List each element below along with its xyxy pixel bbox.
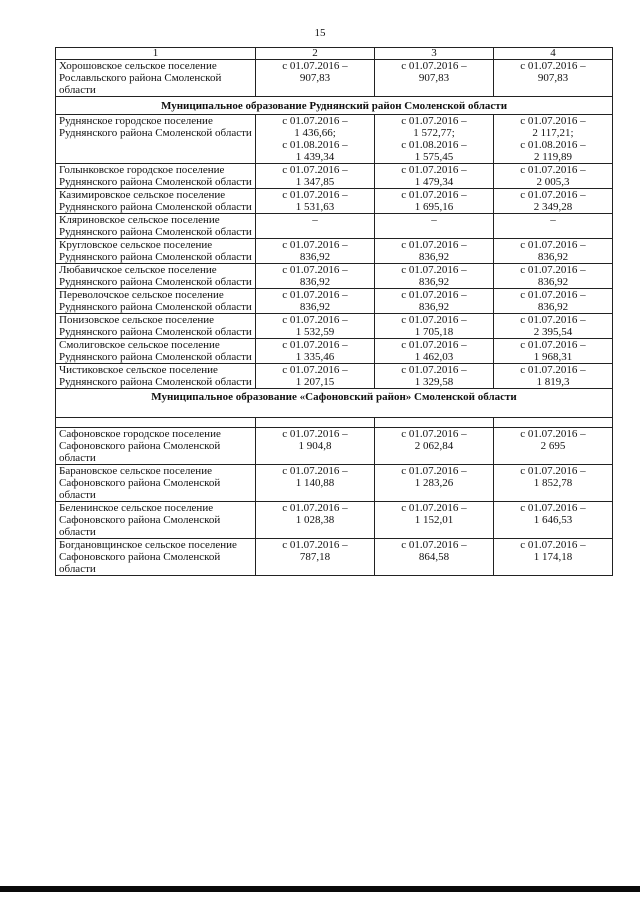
- settlement-name: Беленинское сельское поселение Сафоновского района Смоленской области: [56, 502, 256, 539]
- settlement-name: Кляриновское сельское поселение Руднянского района Смоленской области: [56, 214, 256, 239]
- tariff-date: с 01.07.2016 –: [520, 314, 586, 326]
- tariff-date: с 01.07.2016 –: [520, 60, 586, 72]
- tariff-value: 1 335,46: [295, 351, 335, 363]
- settlement-name: Переволочское сельское поселение Руднянского района Смоленской области: [56, 289, 256, 314]
- section-heading: Муниципальное образование Руднянский район Смоленской области: [56, 97, 613, 115]
- tariff-value: 1 207,15: [295, 376, 335, 388]
- tariff-value: –: [312, 214, 318, 226]
- tariff-date: с 01.07.2016 –: [401, 60, 467, 72]
- tariff-date: с 01.07.2016 –: [520, 264, 586, 276]
- tariff-cell: [375, 60, 494, 97]
- table-row: [56, 539, 613, 576]
- settlement-name: Руднянское городское поселение Руднянского района Смоленской области: [56, 115, 256, 164]
- tariff-value: 1 819,3: [536, 376, 570, 388]
- tariff-cell: [375, 314, 494, 339]
- tariff-date: с 01.08.2016 –: [401, 139, 467, 151]
- tariff-value: 836,92: [537, 251, 569, 263]
- tariff-date: с 01.08.2016 –: [282, 139, 348, 151]
- table-row: [56, 339, 613, 364]
- tariff-date: с 01.07.2016 –: [520, 465, 586, 477]
- tariff-date: с 01.07.2016 –: [520, 164, 586, 176]
- tariff-cell: [494, 60, 613, 97]
- tariff-date: с 01.07.2016 –: [520, 289, 586, 301]
- tariff-value: 836,92: [537, 276, 569, 288]
- tariff-date: с 01.07.2016 –: [520, 539, 586, 551]
- tariff-date: с 01.07.2016 –: [401, 164, 467, 176]
- empty-cell: [375, 418, 494, 428]
- table-body: [56, 60, 613, 576]
- tariff-cell: [375, 465, 494, 502]
- tariff-value: 1 439,34: [295, 151, 335, 163]
- tariff-value: –: [431, 214, 437, 226]
- tariff-date: с 01.07.2016 –: [282, 239, 348, 251]
- tariff-cell: [256, 289, 375, 314]
- tariff-cell: [375, 264, 494, 289]
- tariff-cell: [256, 428, 375, 465]
- tariff-date: с 01.07.2016 –: [401, 115, 467, 127]
- tariff-date: с 01.07.2016 –: [401, 339, 467, 351]
- table-row: [56, 502, 613, 539]
- tariff-cell: [256, 115, 375, 164]
- tariff-date: с 01.07.2016 –: [282, 428, 348, 440]
- settlement-name: Голынковское городское поселение Руднянского района Смоленской области: [56, 164, 256, 189]
- tariff-value: 1 646,53: [533, 514, 573, 526]
- tariff-cell: [375, 214, 494, 239]
- tariff-cell: [375, 502, 494, 539]
- tariff-value: 2 062,84: [414, 440, 454, 452]
- settlement-name: Чистиковское сельское поселение Руднянского района Смоленской области: [56, 364, 256, 389]
- table-row: [56, 189, 613, 214]
- tariff-value: 907,83: [299, 72, 331, 84]
- tariff-date: с 01.07.2016 –: [282, 364, 348, 376]
- tariff-date: с 01.07.2016 –: [282, 115, 348, 127]
- settlement-name: Хорошовское сельское поселение Рославльского района Смоленской области: [56, 60, 256, 97]
- tariff-date: с 01.07.2016 –: [401, 189, 467, 201]
- tariff-value: 2 005,3: [536, 176, 570, 188]
- tariff-date: с 01.07.2016 –: [401, 539, 467, 551]
- section-heading-row: [56, 389, 613, 418]
- tariff-value: 836,92: [418, 301, 450, 313]
- tariff-value: 907,83: [537, 72, 569, 84]
- tariff-date: с 01.07.2016 –: [282, 465, 348, 477]
- settlement-name: Барановское сельское поселение Сафоновского района Смоленской области: [56, 465, 256, 502]
- tariff-value: 1 479,34: [414, 176, 454, 188]
- tariff-value: 836,92: [299, 251, 331, 263]
- tariff-cell: [494, 465, 613, 502]
- table-row: [56, 214, 613, 239]
- tariff-date: с 01.07.2016 –: [520, 339, 586, 351]
- tariff-date: с 01.07.2016 –: [401, 289, 467, 301]
- tariff-value: 2 117,21;: [532, 127, 574, 139]
- column-number-3: 3: [375, 48, 494, 60]
- table-row: [56, 264, 613, 289]
- tariff-date: с 01.07.2016 –: [520, 115, 586, 127]
- tariff-date: с 01.07.2016 –: [282, 539, 348, 551]
- tariff-cell: [375, 539, 494, 576]
- tariff-date: с 01.07.2016 –: [282, 60, 348, 72]
- tariff-value: 836,92: [418, 276, 450, 288]
- tariff-cell: [256, 364, 375, 389]
- table-row: [56, 289, 613, 314]
- tariff-cell: [375, 339, 494, 364]
- table-row: [56, 164, 613, 189]
- tariff-value: 907,83: [418, 72, 450, 84]
- column-number-row: [56, 48, 613, 60]
- table-row: [56, 239, 613, 264]
- tariff-value: 1 968,31: [533, 351, 573, 363]
- tariff-cell: [494, 314, 613, 339]
- tariff-cell: [256, 264, 375, 289]
- tariff-value: 864,58: [418, 551, 450, 563]
- tariff-date: с 01.07.2016 –: [520, 428, 586, 440]
- settlement-name: Понизовское сельское поселение Руднянского района Смоленской области: [56, 314, 256, 339]
- tariff-cell: [256, 189, 375, 214]
- tariff-cell: [494, 189, 613, 214]
- tariff-cell: [494, 289, 613, 314]
- empty-cell: [494, 418, 613, 428]
- settlement-name: Кругловское сельское поселение Руднянского района Смоленской области: [56, 239, 256, 264]
- tariff-date: с 01.08.2016 –: [520, 139, 586, 151]
- tariff-value: 836,92: [299, 276, 331, 288]
- tariff-cell: [375, 364, 494, 389]
- tariff-value: 1 436,66;: [294, 127, 336, 139]
- tariff-date: с 01.07.2016 –: [282, 164, 348, 176]
- tariff-value: 1 329,58: [414, 376, 454, 388]
- tariff-cell: [375, 239, 494, 264]
- tariff-value: 1 140,88: [295, 477, 335, 489]
- table-row: [56, 428, 613, 465]
- tariff-cell: [494, 428, 613, 465]
- tariff-value: 1 531,63: [295, 201, 335, 213]
- tariff-value: 1 174,18: [533, 551, 573, 563]
- tariff-cell: [494, 364, 613, 389]
- tariff-value: 1 462,03: [414, 351, 454, 363]
- settlement-name: Богдановщинское сельское поселение Сафоновского района Смоленской области: [56, 539, 256, 576]
- tariff-cell: [494, 164, 613, 189]
- page-number: 15: [314, 27, 326, 39]
- tariff-date: с 01.07.2016 –: [401, 428, 467, 440]
- tariff-date: с 01.07.2016 –: [401, 364, 467, 376]
- settlement-name: Сафоновское городское поселение Сафоновского района Смоленской области: [56, 428, 256, 465]
- bottom-rule: [0, 886, 640, 892]
- tariff-date: с 01.07.2016 –: [282, 189, 348, 201]
- section-heading-row: [56, 97, 613, 115]
- tariff-cell: [494, 539, 613, 576]
- tariff-date: с 01.07.2016 –: [282, 264, 348, 276]
- tariff-value: 1 572,77;: [413, 127, 455, 139]
- table-row: [56, 364, 613, 389]
- empty-cell: [56, 418, 256, 428]
- column-number-1: 1: [56, 48, 256, 60]
- tariff-value: 1 904,8: [298, 440, 332, 452]
- tariff-date: с 01.07.2016 –: [520, 502, 586, 514]
- tariff-date: с 01.07.2016 –: [282, 502, 348, 514]
- tariff-date: с 01.07.2016 –: [520, 364, 586, 376]
- tariff-value: 1 152,01: [414, 514, 454, 526]
- tariff-cell: [256, 539, 375, 576]
- tariff-value: 1 532,59: [295, 326, 335, 338]
- tariff-value: –: [550, 214, 556, 226]
- tariff-value: 2 119,89: [533, 151, 573, 163]
- tariff-date: с 01.07.2016 –: [401, 314, 467, 326]
- tariff-cell: [494, 239, 613, 264]
- tariff-value: 836,92: [537, 301, 569, 313]
- tariff-date: с 01.07.2016 –: [282, 314, 348, 326]
- tariff-cell: [256, 465, 375, 502]
- spacer-row: [56, 418, 613, 428]
- tariff-value: 1 347,85: [295, 176, 335, 188]
- tariff-value: 836,92: [299, 301, 331, 313]
- tariff-value: 1 283,26: [414, 477, 454, 489]
- tariff-date: с 01.07.2016 –: [282, 339, 348, 351]
- tariff-value: 1 852,78: [533, 477, 573, 489]
- tariff-cell: [256, 164, 375, 189]
- tariff-cell: [256, 502, 375, 539]
- tariff-cell: [375, 164, 494, 189]
- tariff-table: [55, 47, 613, 576]
- tariff-date: с 01.07.2016 –: [401, 239, 467, 251]
- table-row: [56, 60, 613, 97]
- column-number-4: 4: [494, 48, 613, 60]
- tariff-value: 1 028,38: [295, 514, 335, 526]
- tariff-value: 1 575,45: [414, 151, 454, 163]
- tariff-value: 1 705,18: [414, 326, 454, 338]
- tariff-cell: [256, 239, 375, 264]
- tariff-cell: [494, 502, 613, 539]
- tariff-cell: [256, 339, 375, 364]
- settlement-name: Казимировское сельское поселение Руднянского района Смоленской области: [56, 189, 256, 214]
- tariff-date: с 01.07.2016 –: [401, 264, 467, 276]
- tariff-cell: [494, 115, 613, 164]
- settlement-name: Любавичское сельское поселение Руднянского района Смоленской области: [56, 264, 256, 289]
- settlement-name: Смолиговское сельское поселение Руднянского района Смоленской области: [56, 339, 256, 364]
- tariff-cell: [256, 214, 375, 239]
- tariff-cell: [375, 289, 494, 314]
- tariff-cell: [375, 428, 494, 465]
- empty-cell: [256, 418, 375, 428]
- tariff-date: с 01.07.2016 –: [401, 502, 467, 514]
- table-row: [56, 465, 613, 502]
- tariff-date: с 01.07.2016 –: [520, 239, 586, 251]
- tariff-value: 1 695,16: [414, 201, 454, 213]
- section-heading: Муниципальное образование «Сафоновский район» Смоленской области: [56, 389, 613, 418]
- tariff-cell: [494, 214, 613, 239]
- tariff-cell: [375, 189, 494, 214]
- tariff-value: 2 395,54: [533, 326, 573, 338]
- table-row: [56, 314, 613, 339]
- tariff-cell: [256, 60, 375, 97]
- tariff-date: с 01.07.2016 –: [520, 189, 586, 201]
- tariff-cell: [256, 314, 375, 339]
- tariff-date: с 01.07.2016 –: [282, 289, 348, 301]
- column-number-2: 2: [256, 48, 375, 60]
- tariff-value: 836,92: [418, 251, 450, 263]
- tariff-cell: [494, 264, 613, 289]
- tariff-cell: [375, 115, 494, 164]
- tariff-value: 2 695: [540, 440, 566, 452]
- tariff-value: 787,18: [299, 551, 331, 563]
- tariff-cell: [494, 339, 613, 364]
- tariff-date: с 01.07.2016 –: [401, 465, 467, 477]
- table-row: [56, 115, 613, 164]
- tariff-value: 2 349,28: [533, 201, 573, 213]
